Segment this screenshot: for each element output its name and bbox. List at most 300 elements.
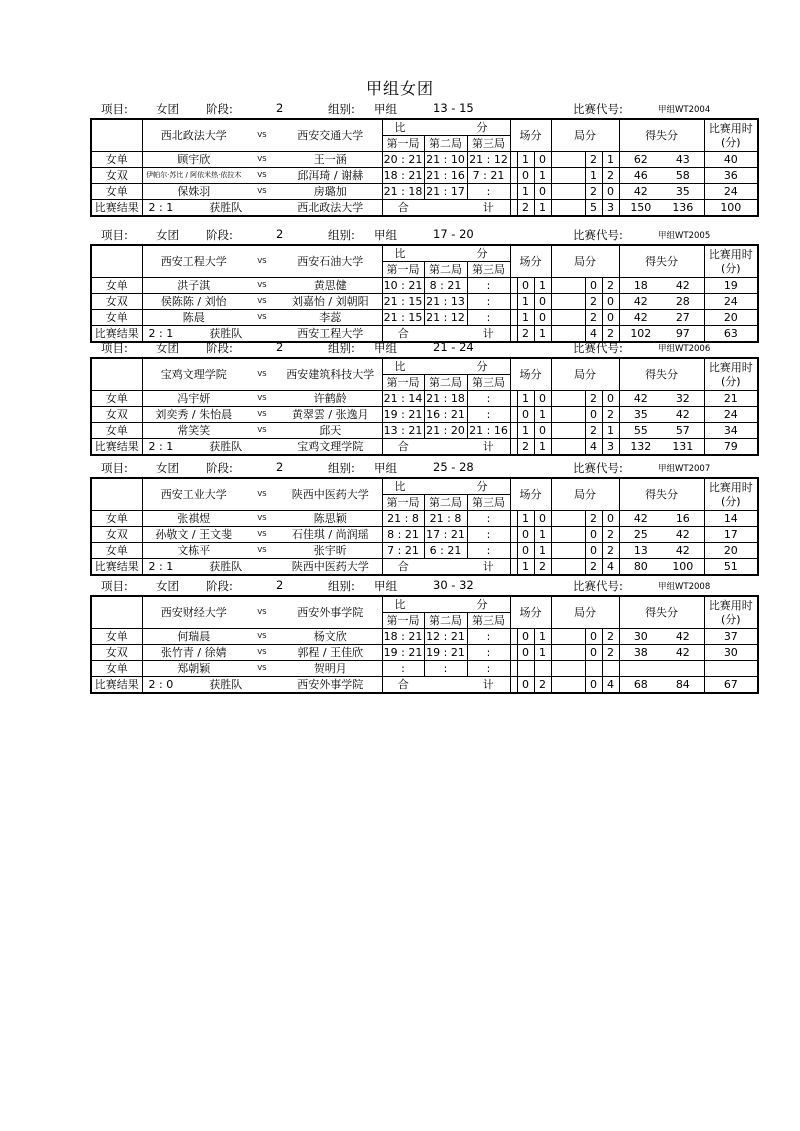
points-won: 42 [619,184,662,200]
points-lost [662,661,704,677]
game2-score: 21 : 10 [424,152,467,168]
game1-score: 20 : 21 [383,153,423,166]
match-row [91,184,758,200]
player-a: 文栋平 [142,543,245,559]
total-ji-label: 计 [467,559,510,576]
player-a: 郑朝颖 [142,661,245,677]
score-table [90,595,759,694]
game2-header: 第二局 [424,375,467,391]
match-row [91,152,758,168]
spacer-cell [551,527,585,543]
player-b: 刘嘉怡 / 刘朝阳 [279,294,382,310]
match-point-b: 1 [534,527,551,543]
match-point-b: 1 [534,407,551,423]
group-label: 组别: [328,228,355,242]
stage-value: 2 [276,227,284,241]
vs-label: VS [245,184,279,200]
total-game-a: 5 [585,200,602,217]
vs-label: VS [245,119,279,152]
item-value: 女团 [156,228,179,242]
group-label: 组别: [328,579,355,593]
total-ji-label: 计 [467,439,510,456]
spacer-cell [510,310,517,326]
player-b: 王一涵 [279,152,382,168]
spacer-cell [510,200,517,217]
total-ji-label: 计 [467,677,510,694]
vs-label: VS [245,391,279,407]
total-match-b: 1 [534,326,551,343]
winner-label: 获胜队 [209,440,243,453]
duration-cell: 40 [704,152,758,168]
total-game-a: 2 [585,559,602,576]
match-row [91,168,758,184]
points-col-header: 得失分 [619,596,704,629]
duration-col-header: 比赛用时(分) [704,245,758,278]
vs-label: VS [245,245,279,278]
match-range: 13 - 15 [433,101,474,115]
game1-score: 21 : 18 [383,185,423,198]
stage-value: 2 [276,460,284,474]
game-count-b: 2 [602,629,619,645]
match-code-label: 比赛代号: [573,461,623,475]
match-row [91,391,758,407]
match-info-line [90,460,710,477]
total-match-b: 2 [534,559,551,576]
group-value: 甲组 [374,102,397,116]
group-value: 甲组 [374,228,397,242]
vs-label: VS [245,645,279,661]
points-lost: 42 [662,543,704,559]
group-label: 组别: [328,341,355,355]
duration-cell: 36 [704,168,758,184]
game-count-a: 2 [585,423,602,439]
winner-team: 宝鸡文理学院 [279,439,382,456]
total-points-won: 68 [633,678,648,691]
vs-label: VS [245,407,279,423]
match-row [91,543,758,559]
spacer-cell [551,511,585,527]
points-won: 25 [619,527,662,543]
total-points-lost: 131 [662,439,704,456]
spacer-cell [510,423,517,439]
score-table [90,477,759,576]
player-a: 侯陈陈 / 刘怡 [142,294,245,310]
result-score-cell [142,439,245,456]
item-value: 女团 [156,341,179,355]
score-bi-label: 比 [394,247,406,260]
team-b-name: 陕西中医药大学 [279,478,382,511]
game-count-b: 1 [602,152,619,168]
stage-value: 2 [276,578,284,592]
points-lost: 42 [662,407,704,423]
player-b: 邱天 [279,423,382,439]
game1-score: 8 : 21 [382,527,424,543]
match-info-line [90,578,710,595]
game2-score: 21 : 16 [424,168,467,184]
spacer-cell [510,629,517,645]
spacer-cell [551,200,585,217]
match-point-a: 0 [517,168,534,184]
vs-label: VS [245,278,279,294]
game-count-b: 2 [602,278,619,294]
match-block [90,460,753,576]
match-info-line [90,227,710,244]
score-header [382,478,510,495]
match-point-a: 1 [517,511,534,527]
game2-score: 6 : 21 [424,543,467,559]
winner-label: 获胜队 [209,327,243,340]
total-match-b: 1 [534,439,551,456]
match-point-a: 1 [517,391,534,407]
match-code: 甲组WT2006 [658,344,711,354]
game-count-a: 0 [585,629,602,645]
duration-cell: 24 [704,294,758,310]
points-lost: 42 [662,645,704,661]
game-count-a: 0 [585,407,602,423]
games-col-header: 局分 [551,245,619,278]
total-game-b: 3 [602,439,619,456]
result-score: 2 : 1 [148,201,174,214]
total-points-lost: 100 [662,559,704,576]
item-label: 项目: [101,579,128,593]
team-a-name: 西安财经大学 [142,596,245,629]
game3-header: 第三局 [467,136,510,152]
game-count-a: 2 [585,152,602,168]
game1-header: 第一局 [382,495,424,511]
game2-score: 8 : 21 [424,278,467,294]
match-row [91,527,758,543]
spacer-cell [551,543,585,559]
spacer-cell [551,152,585,168]
score-fen-label: 分 [476,360,488,373]
game-count-b: 0 [602,511,619,527]
game1-score: 7 : 21 [382,543,424,559]
total-game-a: 4 [585,439,602,456]
team-b-name: 西安外事学院 [279,596,382,629]
result-row [91,439,758,456]
result-label: 比赛结果 [91,559,142,576]
matches-col-header: 场分 [510,478,551,511]
total-points-won: 132 [630,440,652,453]
match-range: 21 - 24 [433,340,474,354]
spacer-cell [551,677,585,694]
spacer-cell [551,423,585,439]
spacer-cell [551,310,585,326]
event-cell: 女单 [91,629,142,645]
game-count-a: 2 [585,294,602,310]
event-cell: 女单 [91,184,142,200]
duration-cell [704,661,758,677]
matches-col-header: 场分 [510,358,551,391]
vs-label: VS [245,152,279,168]
spacer-cell [510,645,517,661]
total-points-won: 80 [633,560,648,573]
result-score: 2 : 1 [148,560,174,573]
game1-score: 18 : 21 [383,630,423,643]
game1-score: 21 : 15 [383,295,423,308]
match-block [90,340,753,456]
spacer-cell [510,511,517,527]
spacer-cell [510,391,517,407]
match-range: 30 - 32 [433,578,474,592]
player-b: 杨文欣 [279,629,382,645]
player-b: 石佳琪 / 尚润瑶 [279,527,382,543]
matches-col-header: 场分 [510,119,551,152]
score-table [90,244,759,343]
spacer-cell [510,527,517,543]
result-score: 2 : 0 [148,678,174,691]
total-he-label: 合 [397,201,409,214]
match-code: 甲组WT2005 [658,231,711,241]
duration-col-header: 比赛用时(分) [704,358,758,391]
total-match-a: 1 [517,559,534,576]
match-point-b: 0 [534,511,551,527]
total-gap [424,200,467,217]
spacer-cell [551,168,585,184]
page-title: 甲组女团 [365,79,434,98]
match-code-label: 比赛代号: [573,228,623,242]
spacer-cell [510,184,517,200]
result-gap [245,200,279,217]
vs-label: VS [245,596,279,629]
score-header-text [383,120,510,135]
match-point-a: 0 [517,278,534,294]
points-lost: 42 [662,527,704,543]
result-score: 2 : 1 [148,440,174,453]
match-point-b: 0 [534,391,551,407]
match-code: 甲组WT2008 [658,582,711,592]
game-count-b: 0 [602,391,619,407]
score-fen-label: 分 [476,480,488,493]
team-a-name: 西北政法大学 [142,119,245,152]
match-point-b: 0 [534,423,551,439]
match-code: 甲组WT2004 [658,105,711,115]
result-label: 比赛结果 [91,326,142,343]
game1-score: 21 : 15 [383,311,423,324]
vs-label: VS [245,478,279,511]
total-points-lost: 84 [662,677,704,694]
event-cell: 女单 [91,391,142,407]
match-point-a: 1 [517,310,534,326]
event-cell: 女双 [91,294,142,310]
player-a: 孙敬文 / 王文斐 [142,527,245,543]
score-bi-label: 比 [394,480,406,493]
game2-score: 21 : 18 [424,391,467,407]
player-b: 黄翠雲 / 张逸月 [279,407,382,423]
game-count-b: 2 [602,645,619,661]
spacer-cell [510,168,517,184]
spacer-cell [551,439,585,456]
spacer-cell [551,184,585,200]
player-b: 李蕊 [279,310,382,326]
match-block [90,227,753,343]
vs-label: VS [245,423,279,439]
duration-cell: 30 [704,645,758,661]
spacer-cell [551,278,585,294]
game-count-b: 2 [602,168,619,184]
duration-cell: 14 [704,511,758,527]
event-cell: 女双 [91,527,142,543]
total-duration: 79 [723,440,738,453]
match-point-b: 1 [534,278,551,294]
game1-score: : [382,661,424,677]
match-row [91,511,758,527]
winner-label: 获胜队 [209,201,243,214]
points-lost: 28 [662,294,704,310]
result-score: 2 : 1 [148,327,174,340]
vs-label: VS [245,629,279,645]
points-won [619,661,662,677]
team-a-name: 西安工程大学 [142,245,245,278]
match-point-a: 1 [517,184,534,200]
match-code-label: 比赛代号: [573,341,623,355]
event-cell: 女双 [91,645,142,661]
score-header [382,596,510,613]
winner-team: 陕西中医药大学 [279,559,382,576]
match-range: 17 - 20 [433,227,474,241]
item-value: 女团 [156,102,179,116]
spacer-cell [510,407,517,423]
game3-score: 21 : 12 [467,152,510,168]
event-cell: 女双 [91,168,142,184]
item-value: 女团 [156,579,179,593]
player-a: 张祺煜 [142,511,245,527]
total-match-a: 2 [517,439,534,456]
points-lost: 16 [662,511,704,527]
spacer-cell [551,629,585,645]
game-count-a [585,661,602,677]
stage-label: 阶段: [206,228,233,242]
score-header [382,358,510,375]
game1-header: 第一局 [382,262,424,278]
game1-score: 19 : 21 [383,408,423,421]
match-point-b: 0 [534,310,551,326]
match-point-b: 0 [534,152,551,168]
group-value: 甲组 [374,579,397,593]
group-value: 甲组 [374,341,397,355]
game1-score: 10 : 21 [383,279,423,292]
duration-cell: 24 [704,184,758,200]
match-point-a: 1 [517,423,534,439]
score-header-text [383,246,510,261]
points-lost: 58 [662,168,704,184]
stage-value: 2 [276,340,284,354]
match-row [91,310,758,326]
game3-score: : [467,184,510,200]
result-gap [245,439,279,456]
game-count-a: 0 [585,278,602,294]
game3-score: : [467,511,510,527]
game-count-b: 0 [602,310,619,326]
game-count-b: 0 [602,294,619,310]
total-he-label: 合 [397,560,409,573]
game3-score: 7 : 21 [467,168,510,184]
match-point-b: 1 [534,629,551,645]
duration-cell: 34 [704,423,758,439]
game-count-a: 0 [585,645,602,661]
item-label: 项目: [101,341,128,355]
group-value: 甲组 [374,461,397,475]
game-count-b: 0 [602,184,619,200]
match-point-a [517,661,534,677]
game2-score: 16 : 21 [424,407,467,423]
duration-cell: 24 [704,407,758,423]
game2-score: 21 : 17 [424,184,467,200]
games-col-header: 局分 [551,358,619,391]
spacer-cell [551,559,585,576]
spacer-cell [510,439,517,456]
score-fen-label: 分 [476,247,488,260]
total-gap [424,677,467,694]
game3-score: : [467,645,510,661]
games-col-header: 局分 [551,596,619,629]
game3-score: : [467,629,510,645]
total-duration: 51 [723,560,738,573]
match-block [90,578,753,694]
team-b-name: 西安交通大学 [279,119,382,152]
stage-value: 2 [276,101,284,115]
total-game-b: 2 [602,326,619,343]
game-count-b [602,661,619,677]
winner-label: 获胜队 [209,678,243,691]
result-score-cell [142,677,245,694]
points-won: 42 [619,294,662,310]
game2-score: 12 : 21 [424,629,467,645]
event-cell: 女单 [91,278,142,294]
game1-header: 第一局 [382,375,424,391]
game2-header: 第二局 [424,262,467,278]
team-a-name: 西安工业大学 [142,478,245,511]
points-won: 13 [619,543,662,559]
points-won: 55 [619,423,662,439]
event-cell: 女单 [91,661,142,677]
score-bi-label: 比 [394,121,406,134]
game3-score: : [467,407,510,423]
score-fen-label: 分 [476,598,488,611]
match-range: 25 - 28 [433,460,474,474]
spacer-cell [551,661,585,677]
points-col-header: 得失分 [619,478,704,511]
duration-cell: 17 [704,527,758,543]
result-row [91,677,758,694]
game3-score: : [467,661,510,677]
result-label: 比赛结果 [91,200,142,217]
result-gap [245,559,279,576]
event-cell: 女单 [91,310,142,326]
duration-cell: 19 [704,278,758,294]
points-won: 38 [619,645,662,661]
player-a: 刘奕秀 / 朱怡晨 [142,407,245,423]
total-gap [424,439,467,456]
duration-col-header: 比赛用时(分) [704,596,758,629]
item-label: 项目: [101,228,128,242]
match-code-label: 比赛代号: [573,102,623,116]
game3-header: 第三局 [467,613,510,629]
game2-header: 第二局 [424,136,467,152]
points-col-header: 得失分 [619,358,704,391]
game3-score: : [467,391,510,407]
total-game-a: 4 [585,326,602,343]
player-b: 贺明月 [279,661,382,677]
points-lost: 35 [662,184,704,200]
spacer-cell [510,677,517,694]
result-score-cell [142,559,245,576]
game1-score: 13 : 21 [383,424,423,437]
group-label: 组别: [328,102,355,116]
player-b: 邱洱琦 / 谢赫 [279,168,382,184]
match-row [91,294,758,310]
player-b: 陈思颖 [279,511,382,527]
